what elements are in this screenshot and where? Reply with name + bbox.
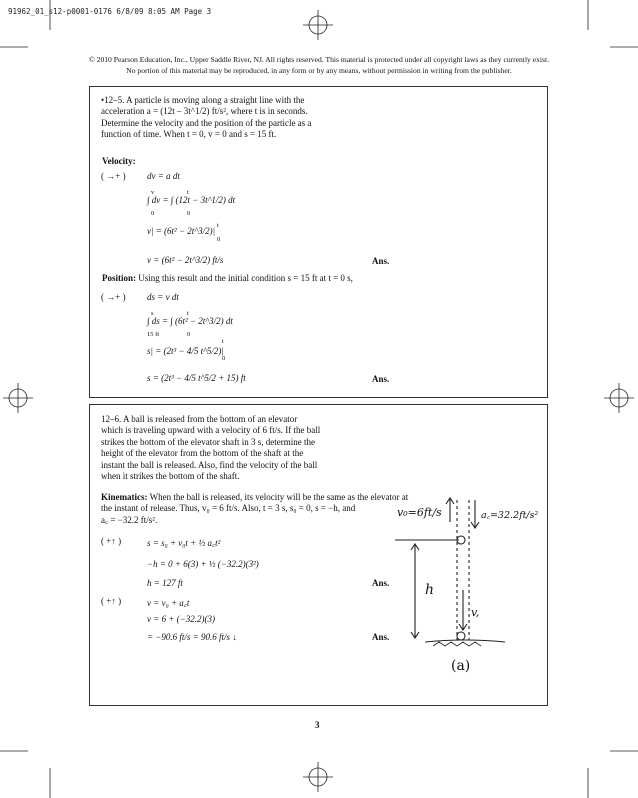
position-eq-3: s| = (2t³ − 4/5 t^5/2)| [147, 346, 224, 356]
figure-caption: (a) [451, 658, 471, 674]
label-v: v, [471, 606, 480, 619]
problem-12-6-statement [101, 414, 320, 482]
answer-label: Ans. [372, 374, 390, 384]
direction-indicator: ( +↑ ) [101, 536, 122, 546]
statement-line: 12–6. A ball is released from the bottom of an elevator [101, 414, 298, 424]
statement-line: instant the ball is released. Also, find the velocity of the ball [101, 459, 318, 470]
label-h: h [425, 582, 435, 598]
kinematics-eq-3: h = 127 ft [147, 578, 183, 588]
lower-limit: 0 [187, 331, 191, 338]
answer-label: Ans. [372, 578, 390, 588]
position-eq-2: ∫ ds = ∫ (6t² − 2t^3/2) dt [147, 316, 233, 326]
kinematics-eq-1: s = s₀ + v₀t + ½ a꜀t² [147, 538, 221, 548]
velocity-eq-4: v = (6t² − 2t^3/2) ft/s [147, 255, 224, 265]
position-eq-4: s = (2t³ − 4/5 t^5/2 + 15) ft [147, 373, 246, 383]
answer-label: Ans. [372, 256, 390, 266]
kinematics-eq-2: −h = 0 + 6(3) + ½ (−32.2)(3²) [147, 559, 259, 569]
kinematics-text-line: the instant of release. Thus, v₀ = 6 ft/s. Also, t = 3 s, s₀ = 0, s = −h, and [101, 503, 356, 514]
kinematics-paragraph [101, 492, 409, 526]
upper-limit: v [151, 189, 155, 196]
upper-limit: t [217, 222, 219, 229]
kinematics-text-line: When the ball is released, its velocity will be the same as the elevator at [149, 492, 409, 502]
velocity-heading: Velocity: [102, 156, 136, 166]
statement-line: Determine the velocity and the position of the particle as a [101, 117, 312, 128]
lower-limit: 0 [222, 355, 226, 362]
slug-line: 91962_01_s12-p0001-0176 6/8/09 8:05 AM Page 3 [8, 7, 212, 16]
label-v0: v₀=6ft/s [397, 506, 442, 519]
direction-indicator: ( +↑ ) [101, 596, 122, 606]
position-paragraph [102, 273, 353, 283]
label-ac: a꜀=32.2ft/s² [481, 510, 539, 521]
upper-limit: t [222, 338, 224, 345]
statement-line: which is traveling upward with a velocity of 6 ft/s. If the ball [101, 425, 321, 436]
statement-line: height of the elevator from the bottom of the shaft at the [101, 448, 304, 459]
statement-line: acceleration a = (12t – 3t^1/2) ft/s², where t is in seconds. [101, 106, 308, 117]
elevator-shaft-figure [395, 490, 545, 700]
problem-12-5-statement [101, 95, 311, 141]
kinematics-heading: Kinematics: [101, 492, 148, 502]
velocity-eq-2: ∫ dv = ∫ (12t − 3t^1/2) dt [147, 195, 236, 205]
kinematics-eq-5: v = 6 + (−32.2)(3) [147, 614, 215, 624]
direction-indicator: ( →+ ) [101, 171, 126, 181]
position-eq-1: ds = v dt [147, 292, 179, 302]
velocity-eq-3: v| = (6t² − 2t^3/2)| [147, 226, 216, 236]
answer-label: Ans. [372, 632, 390, 642]
velocity-eq-1: dv = a dt [147, 171, 180, 181]
kinematics-eq-6: = −90.6 ft/s = 90.6 ft/s ↓ [147, 632, 237, 642]
lower-limit: 0 [217, 236, 221, 243]
statement-line: •12–5. A particle is moving along a straight line with the [101, 95, 305, 105]
position-text: Using this result and the initial condition s = 15 ft at t = 0 s, [138, 273, 353, 283]
direction-indicator: ( →+ ) [101, 292, 126, 302]
statement-line: when it strikes the bottom of the shaft. [101, 471, 240, 482]
statement-line: function of time. When t = 0, v = 0 and s = 15 ft. [101, 129, 277, 140]
shaft-bottom [425, 640, 505, 642]
lower-limit: 0 [151, 210, 155, 217]
statement-line: strikes the bottom of the elevator shaft in 3 s, determine the [101, 436, 315, 447]
kinematics-eq-4: v = v₀ + a꜀t [147, 598, 190, 608]
upper-limit: t [187, 310, 189, 317]
ground-hatch [433, 642, 481, 646]
upper-limit: s [151, 310, 154, 317]
copyright-notice: © 2010 Pearson Education, Inc., Upper Saddle River, NJ. All rights reserved. This material is protected under all copyright laws as they currently exist. No portion of this material may be reproduced, in any form or by any means, without permission in writing from the publisher. [89, 55, 549, 75]
upper-limit: t [187, 189, 189, 196]
ball-impact [457, 632, 465, 640]
kinematics-text-line: a꜀ = −32.2 ft/s². [101, 514, 158, 525]
lower-limit: 15 ft [147, 331, 160, 338]
page-number: 3 [315, 720, 320, 730]
lower-limit: 0 [187, 210, 191, 217]
position-heading: Position: [102, 273, 137, 283]
